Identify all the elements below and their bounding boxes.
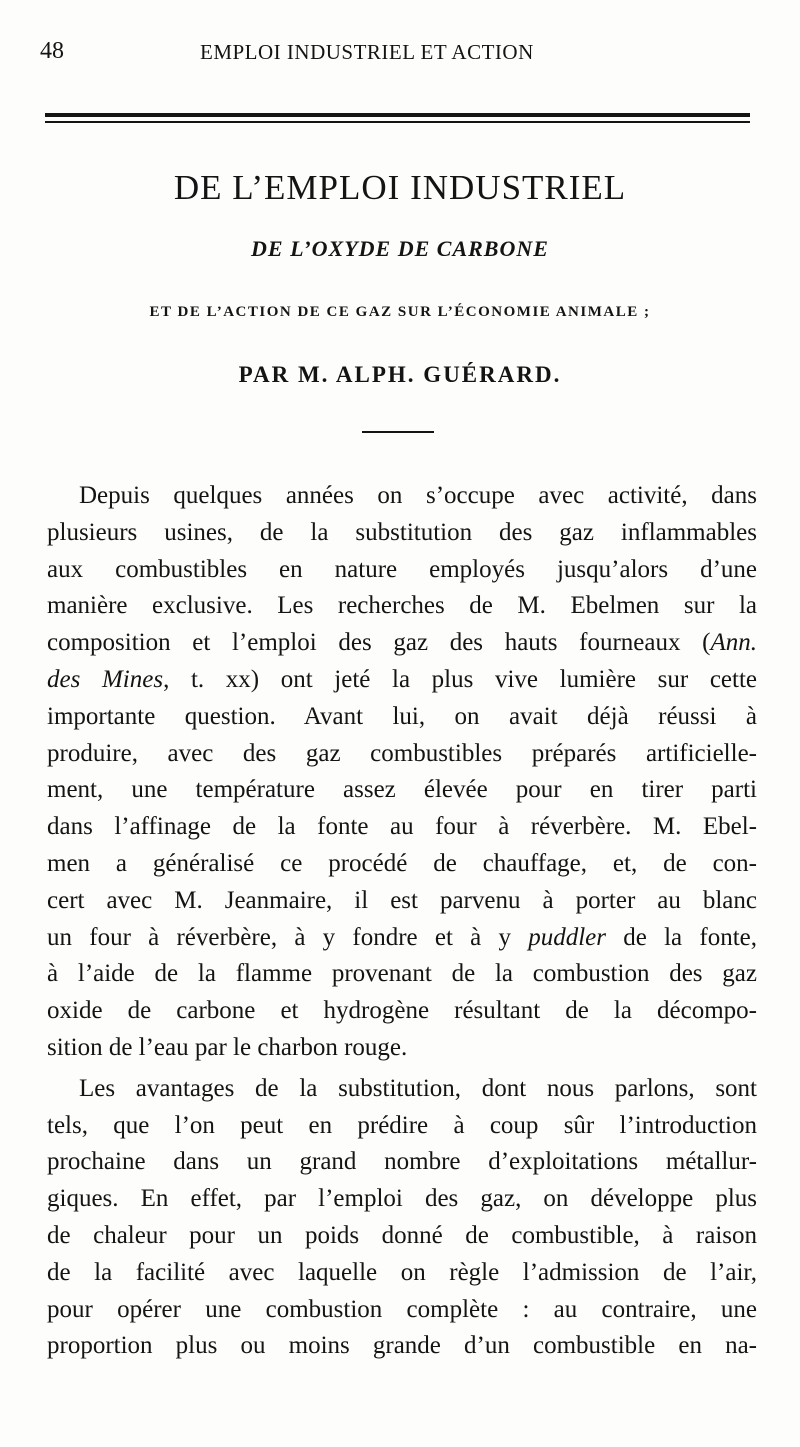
italic-citation: Ann. [710,629,757,657]
article-byline: PAR M. ALPH. GUÉRARD. [238,362,562,387]
text-span: composition et l’emploi des gaz des hauts fourneaux ( [47,629,711,657]
header-double-rule [45,113,750,125]
text-line: ment, une température assez élevée pour en tirer parti [47,776,757,804]
text-line: à l’aide de la flamme provenant de la combustion des gaz [47,960,757,988]
article-subtitle: DE L’OXYDE DE CARBONE [251,236,549,261]
italic-citation: des Mines [47,665,164,693]
text-line: importante question. Avant lui, on avait déjà réussi à [47,702,757,730]
text-line: aux combustibles en nature employés jusqu’alors d’une [47,555,757,583]
text-line: tels, que l’on peut en prédire à coup sûr l’introduction [47,1111,757,1139]
text-line [47,662,757,699]
text-line: giques. En effet, par l’emploi des gaz, on développe plus [47,1185,757,1213]
text-line [47,625,757,662]
text-span: , t. xx) ont jeté la plus vive lumière sur cette [163,665,758,693]
text-line: men a généralisé ce procédé de chauffage, et, de con- [47,849,757,877]
text-line [47,920,757,957]
article-title: DE L’EMPLOI INDUSTRIEL [173,168,627,207]
page-number: 48 [40,38,64,64]
title-separator-rule [362,431,434,433]
text-line: oxide de carbone et hydrogène résultant de la décompo- [47,997,757,1025]
text-line: Depuis quelques années on s’occupe avec activité, dans [79,482,757,509]
text-span: de la fonte, [606,923,757,951]
text-line: produire, avec des gaz combustibles préparés artificielle- [47,739,757,767]
text-span: un four à réverbère, à y fondre et à y [47,923,529,951]
header-rule-thick [45,113,750,117]
text-line: de chaleur pour un poids donné de combustible, à raison [47,1221,757,1249]
text-line: plusieurs usines, de la substitution des gaz inflammables [47,518,757,546]
text-line: Les avantages de la substitution, dont nous parlons, sont [79,1074,757,1102]
article-body [47,478,757,1365]
text-line: prochaine dans un grand nombre d’exploitations métallur- [47,1148,757,1176]
text-line: proportion plus ou moins grande d’un combustible en na- [47,1332,757,1360]
text-line: dans l’affinage de la fonte au four à réverbère. M. Ebel- [47,813,757,841]
header-rule-thin [45,121,750,123]
text-line: cert avec M. Jeanmaire, il est parvenu à porter au blanc [47,886,757,914]
text-line: sition de l’eau par le charbon rouge. [47,1033,408,1061]
italic-term: puddler [528,923,607,951]
text-line: manière exclusive. Les recherches de M. Ebelmen sur la [47,592,757,620]
article-subtitle-secondary: ET DE L’ACTION DE CE GAZ SUR L’ÉCONOMIE ANIMALE ; [149,304,651,320]
text-line: pour opérer une combustion complète : au contraire, une [47,1295,757,1323]
text-line: de la facilité avec laquelle on règle l’admission de l’air, [47,1258,757,1286]
running-head [40,38,760,72]
running-title: EMPLOI INDUSTRIEL ET ACTION [200,40,534,64]
